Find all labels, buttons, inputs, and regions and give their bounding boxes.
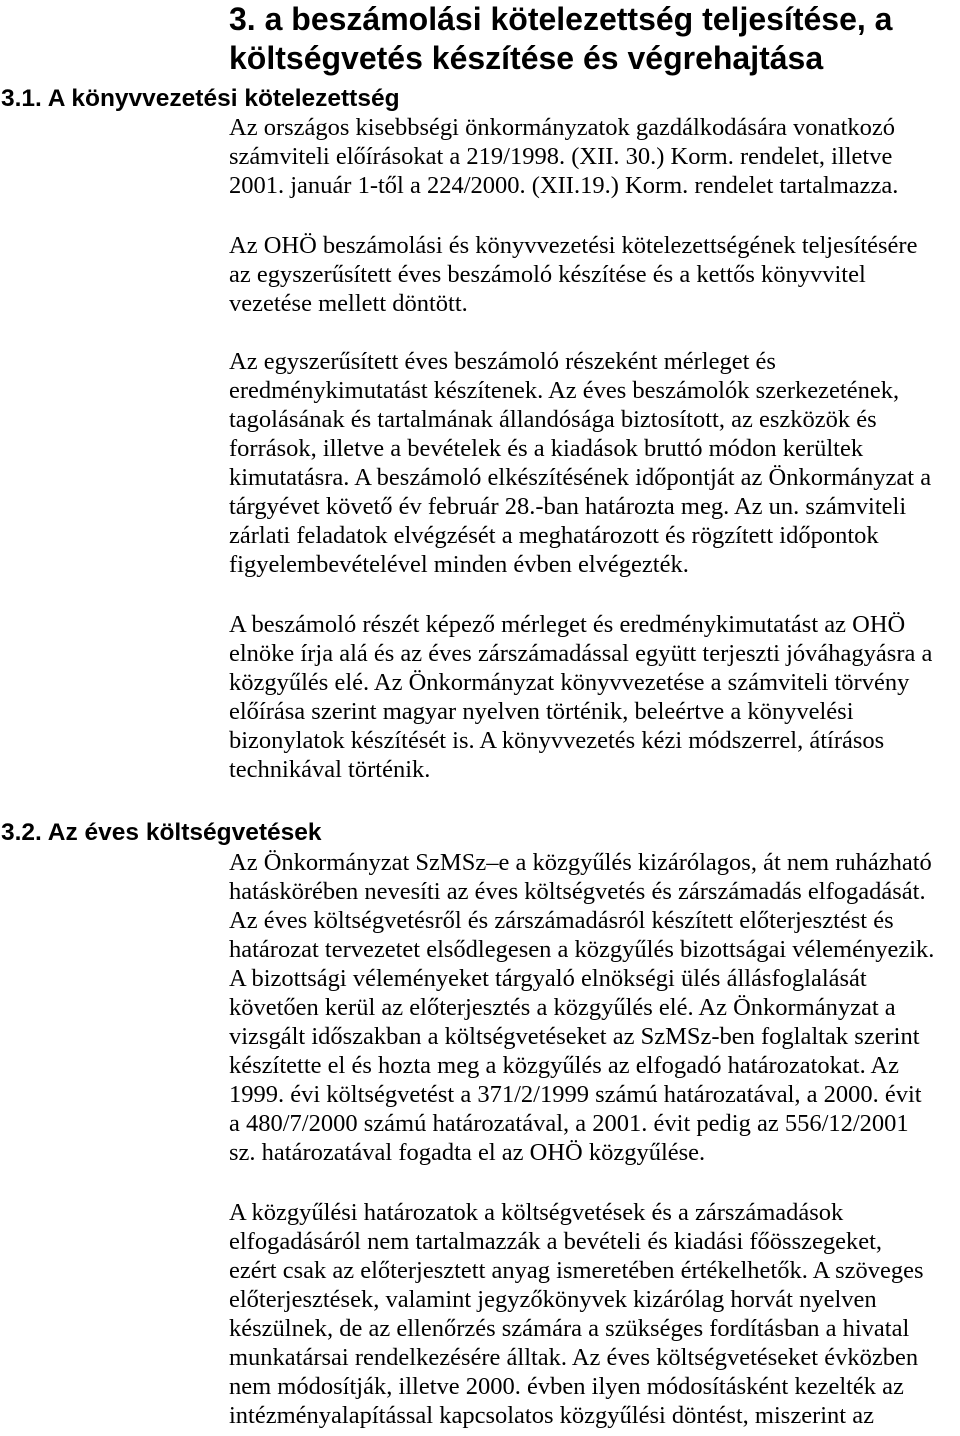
paragraph-line: vizsgált időszakban a költségvetéseket az SzMSz-ben foglaltak szerint bbox=[229, 1023, 920, 1050]
paragraph-line: technikával történik. bbox=[229, 756, 431, 783]
paragraph-line: készülnek, de az ellenőrzés számára a szükséges fordításban a hivatal bbox=[229, 1315, 910, 1342]
paragraph-line: 2001. január 1-től a 224/2000. (XII.19.) Korm. rendelet tartalmazza. bbox=[229, 172, 899, 199]
paragraph-line: közgyűlés elé. Az Önkormányzat könyvvezetése a számviteli törvény bbox=[229, 669, 910, 696]
paragraph-line: hatáskörében nevesíti az éves költségvetés és zárszámadás elfogadását. bbox=[229, 878, 926, 905]
paragraph-line: figyelembevételével minden évben elvégezték. bbox=[229, 551, 689, 578]
paragraph-line: Az éves költségvetésről és zárszámadásról készített előterjesztést és bbox=[229, 907, 894, 934]
paragraph-line: A bizottsági véleményeket tárgyaló elnökségi ülés állásfoglalását bbox=[229, 965, 867, 992]
paragraph-line: elnöke írja alá és az éves zárszámadással együtt terjeszti jóváhagyásra a bbox=[229, 640, 933, 667]
paragraph-line: előterjesztések, valamint jegyzőkönyvek kizárólag horvát nyelven bbox=[229, 1286, 877, 1313]
section-heading: 3.1. A könyvvezetési kötelezettség bbox=[1, 85, 400, 112]
section-heading: 3.2. Az éves költségvetések bbox=[1, 819, 322, 846]
paragraph-line: munkatársai rendelkezésére álltak. Az éves költségvetéseket évközben bbox=[229, 1344, 919, 1371]
paragraph-line: sz. határozatával fogadta el az OHÖ közgyűlése. bbox=[229, 1139, 706, 1166]
paragraph bbox=[229, 113, 898, 200]
paragraph-line: források, illetve a bevételek és a kiadások bruttó módon kerültek bbox=[229, 435, 864, 462]
paragraph-line: eredménykimutatást készítenek. Az éves beszámolók szerkezetének, bbox=[229, 377, 900, 404]
paragraph-line: előírása szerint magyar nyelven történik, beleértve a könyvelési bbox=[229, 698, 854, 725]
chapter-title-line: költségvetés készítése és végrehajtása bbox=[229, 40, 824, 76]
paragraph-line: 1999. évi költségvetést a 371/2/1999 számú határozatával, a 2000. évit bbox=[229, 1081, 922, 1108]
paragraph bbox=[229, 610, 932, 784]
paragraph-line: Az Önkormányzat SzMSz–e a közgyűlés kizárólagos, át nem ruházható bbox=[229, 849, 932, 876]
paragraph-line: Az országos kisebbségi önkormányzatok gazdálkodására vonatkozó bbox=[229, 114, 896, 141]
paragraph-line: számviteli előírásokat a 219/1998. (XII. 30.) Korm. rendelet, illetve bbox=[229, 143, 893, 170]
chapter-title bbox=[229, 0, 892, 78]
paragraph-line: követően kerül az előterjesztés a közgyűlés elé. Az Önkormányzat a bbox=[229, 994, 896, 1021]
paragraph-line: zárlati feladatok elvégzését a meghatározott és rögzített időpontok bbox=[229, 522, 879, 549]
paragraph bbox=[229, 231, 917, 318]
paragraph-line: az egyszerűsített éves beszámoló készítése és a kettős könyvvitel bbox=[229, 261, 866, 288]
paragraph-line: A beszámoló részét képező mérleget és eredménykimutatást az OHÖ bbox=[229, 611, 906, 638]
paragraph-line: készítette el és hozta meg a közgyűlés az elfogadó határozatokat. Az bbox=[229, 1052, 900, 1079]
paragraph-line: Az egyszerűsített éves beszámoló részeként mérleget és bbox=[229, 348, 776, 375]
paragraph-line: tárgyévet követő év február 28.-ban határozta meg. Az un. számviteli bbox=[229, 493, 907, 520]
paragraph-line: a 480/7/2000 számú határozatával, a 2001. évit pedig az 556/12/2001 bbox=[229, 1110, 909, 1137]
paragraph-line: Az OHÖ beszámolási és könyvvezetési kötelezettségének teljesítésére bbox=[229, 232, 918, 259]
paragraph-line: vezetése mellett döntött. bbox=[229, 290, 468, 317]
paragraph-line: A közgyűlési határozatok a költségvetések és a zárszámadások bbox=[229, 1199, 844, 1226]
paragraph-line: intézményalapítással kapcsolatos közgyűlési döntést, miszerint az bbox=[229, 1402, 874, 1429]
paragraph-line: bizonylatok készítését is. A könyvvezetés kézi módszerrel, átírásos bbox=[229, 727, 885, 754]
paragraph-line: elfogadásáról nem tartalmazzák a bevételi és kiadási főösszegeket, bbox=[229, 1228, 883, 1255]
paragraph bbox=[229, 347, 931, 579]
paragraph bbox=[229, 848, 934, 1167]
paragraph-line: ezért csak az előterjesztett anyag ismeretében értékelhetők. A szöveges bbox=[229, 1257, 924, 1284]
paragraph-line: határozat tervezetet elsődlegesen a közgyűlés bizottságai véleményezik. bbox=[229, 936, 935, 963]
paragraph-line: tagolásának és tartalmának állandósága biztosított, az eszközök és bbox=[229, 406, 877, 433]
paragraph-line: nem módosítják, illetve 2000. évben ilyen módosításként kezelték az bbox=[229, 1373, 904, 1400]
paragraph bbox=[229, 1198, 924, 1430]
chapter-title-line: 3. a beszámolási kötelezettség teljesítése, a bbox=[229, 1, 893, 37]
paragraph-line: kimutatásra. A beszámoló elkészítésének időpontját az Önkormányzat a bbox=[229, 464, 932, 491]
